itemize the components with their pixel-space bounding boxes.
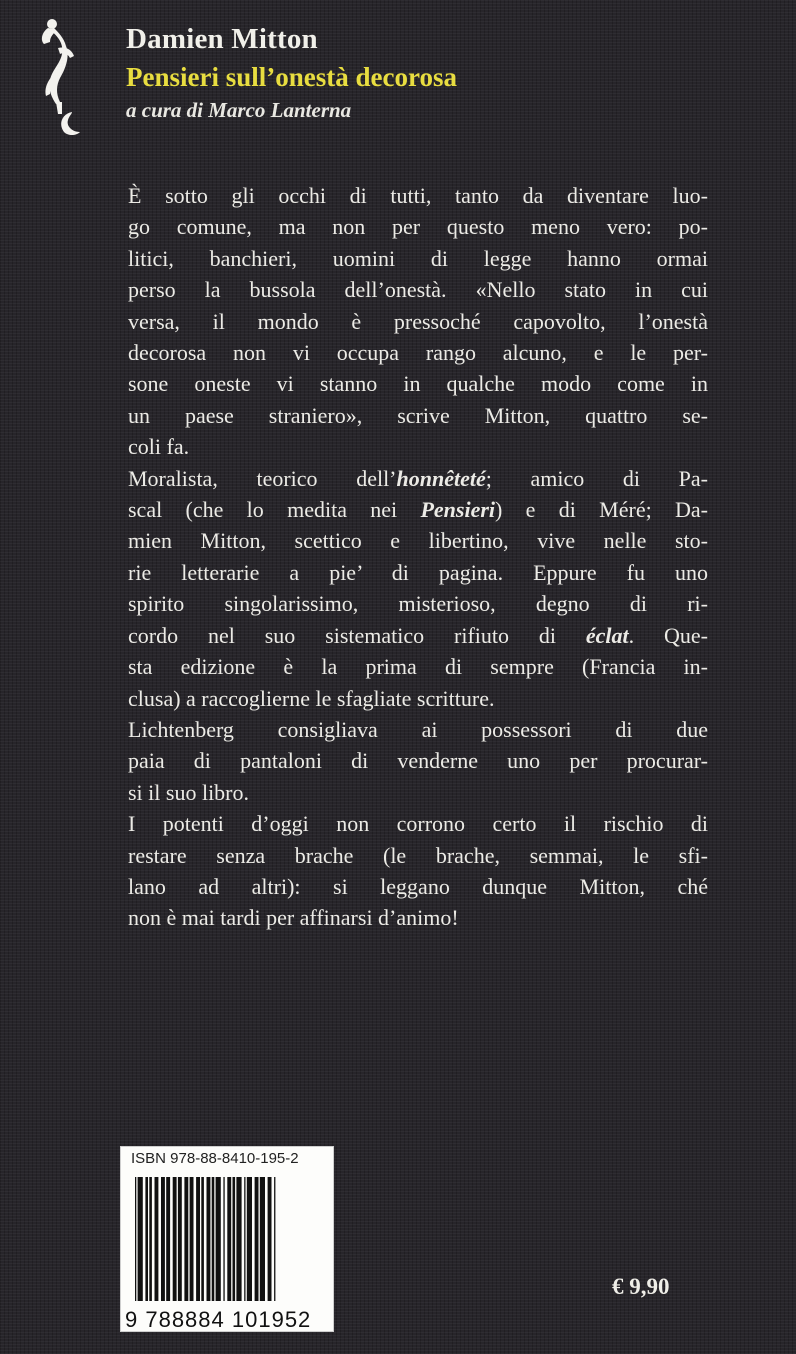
blurb-text: ; amico di Pa- — [485, 465, 708, 491]
blurb-line: restare senza brache (le brache, semmai, le sfi- — [128, 842, 708, 868]
barcode-bar — [207, 1177, 211, 1301]
blurb-emphasis: Pensieri — [420, 497, 496, 523]
barcode-bar — [244, 1177, 245, 1301]
blurb-line: non è mai tardi per affinarsi d’animo! — [128, 905, 459, 931]
barcode-bar — [216, 1177, 221, 1301]
blurb-line: coli fa. — [128, 434, 190, 460]
blurb-line: go comune, ma non per questo meno vero: po- — [128, 214, 708, 240]
blurb-line: I potenti d’oggi non corrono certo il rischio di — [128, 811, 708, 837]
barcode-bar — [161, 1177, 165, 1301]
barcode-bar — [178, 1177, 182, 1301]
barcode-bar — [268, 1177, 272, 1301]
isbn-barcode — [120, 1146, 334, 1332]
barcode-bar — [227, 1177, 231, 1301]
blurb-text: scal (che lo medita nei — [128, 497, 421, 523]
blurb-line — [128, 463, 708, 494]
barcode-digits: 9 788884 101952 — [125, 1307, 312, 1332]
barcode-bar — [223, 1177, 224, 1301]
isbn-label: ISBN 978-88-8410-195-2 — [131, 1150, 299, 1167]
barcode-bar — [236, 1177, 241, 1301]
blurb-line: decorosa non vi occupa rango alcuno, e le per- — [128, 340, 708, 366]
barcode-bar — [201, 1177, 204, 1301]
blurb-line: paia di pantaloni di venderne uno per procurar- — [128, 748, 708, 774]
barcode-bar — [155, 1177, 159, 1301]
barcode-bar — [274, 1177, 275, 1301]
book-title: Pensieri sull’onestà decorosa — [126, 62, 457, 92]
blurb-line: perso la bussola dell’onestà. «Nello stato in cui — [128, 277, 708, 303]
blurb-line: lano ad altri): si leggano dunque Mitton, ché — [128, 873, 708, 899]
blurb-line: si il suo libro. — [128, 779, 250, 805]
barcode-bar — [212, 1177, 215, 1301]
blurb-text: ) e di Méré; Da- — [495, 497, 708, 523]
editor-credit: a cura di Marco Lanterna — [126, 98, 352, 122]
blurb-emphasis: éclat — [585, 622, 629, 648]
blurb-line: versa, il mondo è pressoché capovolto, l’onestà — [128, 308, 708, 334]
header — [126, 22, 457, 124]
blurb-line — [128, 620, 708, 651]
barcode-bar — [145, 1177, 148, 1301]
barcode-bar — [149, 1177, 152, 1301]
barcode-bar — [173, 1177, 177, 1301]
blurb-line: È sotto gli occhi di tutti, tanto da diventare luo- — [128, 183, 708, 208]
blurb-line: mien Mitton, scettico e libertino, vive nelle sto- — [128, 528, 708, 554]
barcode-bar — [190, 1177, 194, 1301]
barcode-bar — [138, 1177, 143, 1301]
blurb-line: un paese straniero», scrive Mitton, quattro se- — [128, 402, 708, 428]
blurb-text: Moralista, teorico dell’ — [128, 465, 397, 491]
blurb-text: cordo nel suo sistematico rifiuto di — [128, 622, 586, 648]
blurb-line: sta edizione è la prima di sempre (Francia in- — [128, 654, 708, 680]
barcode-bar — [255, 1177, 259, 1301]
blurb-line: clusa) a raccoglierne le sfagliate scritture. — [128, 685, 495, 711]
blurb-emphasis: honnêteté — [396, 465, 486, 491]
blurb-line: Lichtenberg consigliava ai possessori di due — [128, 716, 708, 742]
blurb-line: rie letterarie a pie’ di pagina. Eppure fu uno — [128, 559, 708, 585]
barcode-bars — [133, 1177, 323, 1305]
barcode-bar — [184, 1177, 188, 1301]
barcode-bar — [196, 1177, 200, 1301]
blurb-line: spirito singolarissimo, misterioso, degno di ri- — [128, 591, 708, 617]
blurb-text: . Que- — [628, 622, 708, 648]
author-name: Damien Mitton — [126, 23, 318, 55]
price: € 9,90 — [612, 1274, 670, 1299]
back-cover-blurb — [128, 180, 708, 934]
blurb-line: sone oneste vi stanno in qualche modo come in — [128, 371, 708, 397]
barcode-bar — [166, 1177, 170, 1301]
blurb-line — [128, 494, 708, 525]
barcode-bar — [247, 1177, 252, 1301]
barcode-bar — [135, 1177, 136, 1301]
barcode-bar — [233, 1177, 236, 1301]
barcode-bar — [260, 1177, 265, 1301]
publisher-logo-icon — [28, 14, 90, 138]
blurb-line: litici, banchieri, uomini di legge hanno ormai — [128, 245, 708, 271]
